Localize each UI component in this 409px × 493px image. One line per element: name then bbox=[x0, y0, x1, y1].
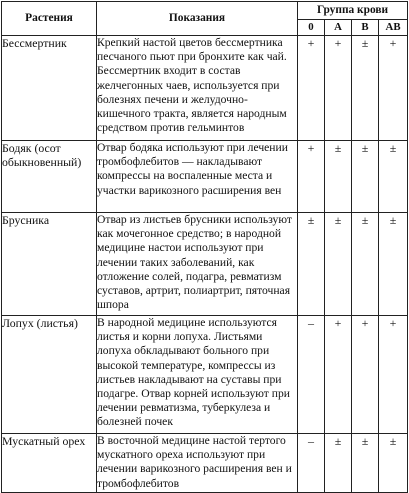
mark-group-0: – bbox=[298, 316, 325, 434]
plant-name: Брусника bbox=[2, 213, 97, 316]
header-plant: Растения bbox=[2, 2, 97, 36]
mark-group-0: ± bbox=[298, 213, 325, 316]
mark-group-a: + bbox=[325, 36, 352, 141]
mark-group-b: ± bbox=[352, 36, 379, 141]
mark-group-ab: + bbox=[379, 36, 408, 141]
header-group-ab: AB bbox=[379, 20, 408, 36]
plant-name: Бессмертник bbox=[2, 36, 97, 141]
header-group-0: 0 bbox=[298, 20, 325, 36]
header-indications: Показания bbox=[97, 2, 298, 36]
mark-group-b: + bbox=[352, 316, 379, 434]
mark-group-a: ± bbox=[325, 434, 352, 493]
mark-group-0: + bbox=[298, 141, 325, 213]
mark-group-0: + bbox=[298, 36, 325, 141]
header-group-b: B bbox=[352, 20, 379, 36]
mark-group-b: ± bbox=[352, 213, 379, 316]
plant-name: Мускатный орех bbox=[2, 434, 97, 493]
header-group-a: A bbox=[325, 20, 352, 36]
indication-text: Отвар из листьев брусники используют как мочегонное средство; в народной медицине настои используют при лечении таких заболеваний, как отложение солей, подагра, ревматизм суставов, артрит, полиартрит, пяточная шпора bbox=[97, 213, 298, 316]
table-row bbox=[2, 36, 408, 141]
indication-text: Отвар бодяка используют при лечении тромбофлебитов — накладывают компрессы на воспаленные места и участки варикозного расширения вен bbox=[97, 141, 298, 213]
mark-group-b: ± bbox=[352, 141, 379, 213]
table-row bbox=[2, 434, 408, 493]
mark-group-a: ± bbox=[325, 141, 352, 213]
mark-group-b: ± bbox=[352, 434, 379, 493]
mark-group-ab: ± bbox=[379, 434, 408, 493]
indication-text: В восточной медицине настой тертого мускатного ореха используют при лечении варикозного расширения вен и тромбофлебитов bbox=[97, 434, 298, 493]
table-row bbox=[2, 213, 408, 316]
mark-group-ab: ± bbox=[379, 213, 408, 316]
mark-group-ab: + bbox=[379, 316, 408, 434]
indication-text: В народной медицине используются листья и корни лопуха. Листьями лопуха обкладывают больного при высокой температуре, компрессы из листьев накладывают на суставы при подагре. Отвар корней используют при лечении ревматизма, туберкулеза и болезней почек bbox=[97, 316, 298, 434]
header-blood-group: Группа крови bbox=[298, 2, 408, 20]
table-row bbox=[2, 316, 408, 434]
indication-text: Крепкий настой цветов бессмертника песчаного пьют при бронхите как чай. Бессмертник входит в состав желчегонных чаев, используется при болезнях печени и желудочно-кишечного тракта, является народным средством против гельминтов bbox=[97, 36, 298, 141]
plant-name: Бодяк (осот обыкновенный) bbox=[2, 141, 97, 213]
mark-group-a: ± bbox=[325, 213, 352, 316]
mark-group-a: + bbox=[325, 316, 352, 434]
herbs-blood-group-table bbox=[1, 1, 408, 493]
mark-group-ab: ± bbox=[379, 141, 408, 213]
mark-group-0: – bbox=[298, 434, 325, 493]
plant-name: Лопух (листья) bbox=[2, 316, 97, 434]
table-row bbox=[2, 141, 408, 213]
